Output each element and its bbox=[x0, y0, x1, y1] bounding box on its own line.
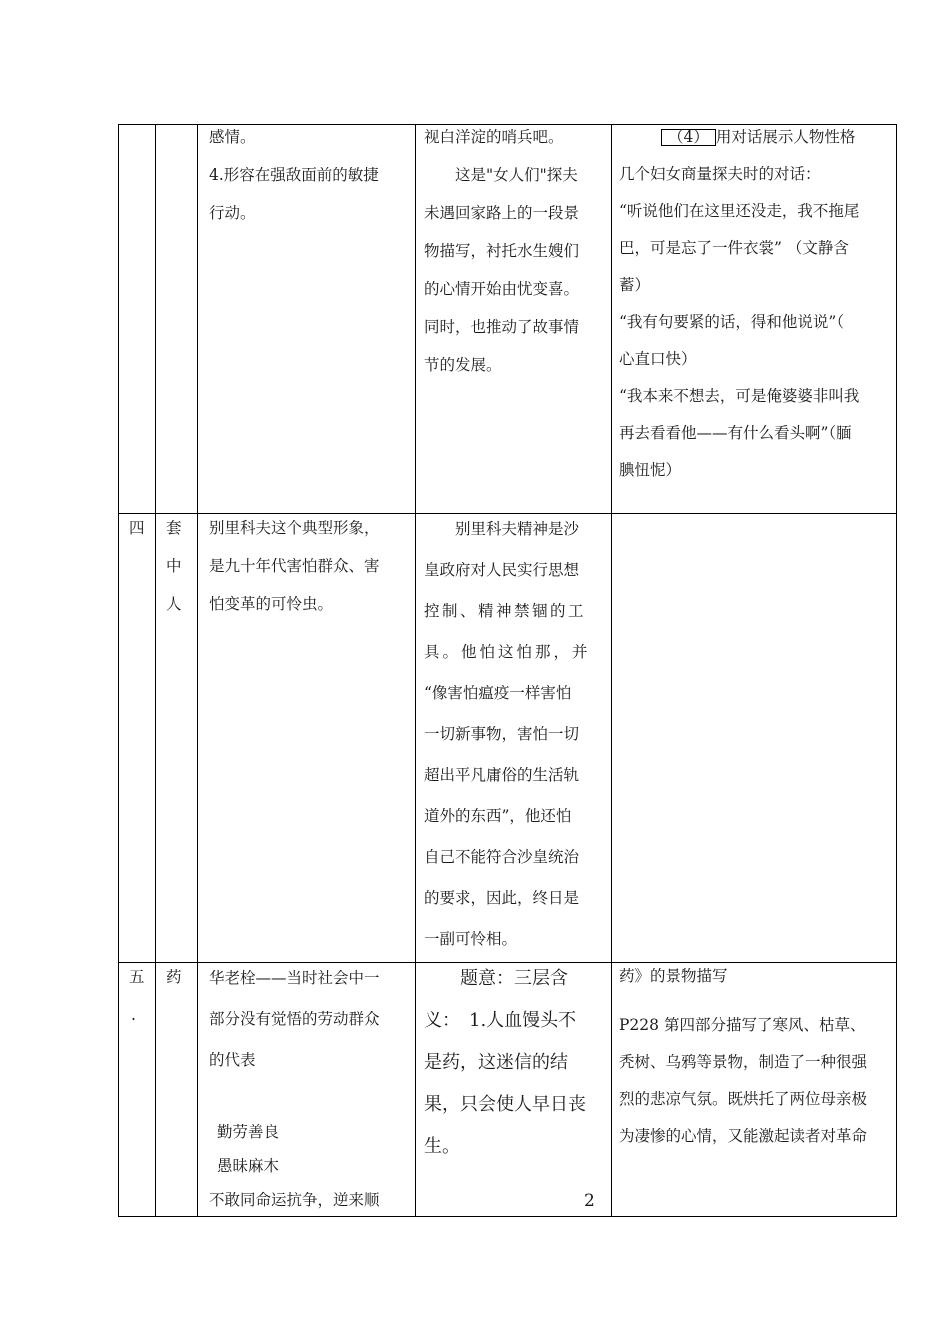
table-divider-2 bbox=[197, 124, 198, 1217]
text-line: 烈的悲凉气氛。既烘托了两位母亲极 bbox=[619, 1090, 868, 1108]
text-line: “像害怕瘟疫一样害怕 bbox=[424, 684, 572, 702]
title-char: 中 bbox=[166, 557, 182, 575]
text-line: 一副可怜相。 bbox=[424, 930, 518, 948]
text-line: 部分没有觉悟的劳动群众 bbox=[209, 1010, 380, 1028]
text-line: 视白洋淀的哨兵吧。 bbox=[424, 128, 564, 146]
table-divider-1 bbox=[155, 124, 156, 1217]
text-line: 巴，可是忘了一件衣裳” （文静含 bbox=[619, 239, 849, 257]
table-border-left bbox=[118, 124, 119, 1217]
text-line: 皇政府对人民实行思想 bbox=[424, 561, 580, 579]
text-line: 腆忸怩） bbox=[619, 461, 682, 479]
row3-title: 药 bbox=[166, 968, 182, 986]
text-line: 节的发展。 bbox=[424, 356, 502, 374]
text-line: 的要求，因此，终日是 bbox=[424, 889, 580, 907]
text-line: 同时，也推动了故事情 bbox=[424, 318, 580, 336]
text-line: 果，只会使人早日丧 bbox=[424, 1094, 586, 1115]
title-char: 人 bbox=[166, 595, 182, 613]
row1-extra bbox=[619, 119, 859, 489]
text-line: 愚昧麻木 bbox=[217, 1157, 280, 1175]
text-line: 生。 bbox=[424, 1136, 460, 1157]
text-line: 为凄惨的心情，又能激起读者对革命 bbox=[619, 1127, 868, 1145]
text-line: 药》的景物描写 bbox=[619, 967, 728, 985]
text-line: 行动。 bbox=[209, 204, 256, 222]
table-divider-3 bbox=[415, 124, 416, 1217]
row1-analysis bbox=[424, 118, 579, 384]
text-line: 蓄） bbox=[619, 276, 651, 294]
text-line: 一切新事物，害怕一切 bbox=[424, 725, 580, 743]
text-line: 别里科夫精神是沙 bbox=[424, 520, 580, 538]
text-line: 未遇回家路上的一段景 bbox=[424, 204, 580, 222]
row2-title bbox=[166, 509, 182, 623]
text-line: 怕变革的可怜虫。 bbox=[209, 595, 334, 613]
text-line: 几个妇女商量探夫时的对话： bbox=[619, 165, 821, 183]
table-border-right bbox=[896, 124, 897, 1217]
text-line: 感情。 bbox=[209, 128, 256, 146]
row3-content-sub bbox=[209, 1115, 380, 1217]
title-char: 套 bbox=[166, 519, 182, 537]
text-line: 这是"女人们"探夫 bbox=[424, 166, 578, 184]
row2-analysis bbox=[424, 509, 591, 960]
text-line: 控制、精神禁锢的工 bbox=[424, 602, 587, 620]
text-line: 秃树、乌鸦等景物，制造了一种很强 bbox=[619, 1053, 868, 1071]
text-line: P228 第四部分描写了寒风、枯草、 bbox=[619, 1016, 866, 1034]
text-line: 心直口快） bbox=[619, 350, 697, 368]
text-line: 再去看看他——有什么看头啊”（腼 bbox=[619, 424, 852, 442]
extra-heading bbox=[619, 119, 859, 156]
section-number-badge: （4） bbox=[661, 129, 716, 146]
text-line: 超出平凡庸俗的生活轨 bbox=[424, 766, 580, 784]
text-line: 题意：三层含 bbox=[424, 968, 568, 989]
row3-analysis bbox=[424, 958, 586, 1168]
text-line: 的代表 bbox=[209, 1051, 256, 1069]
text-line: 是九十年代害怕群众、害 bbox=[209, 557, 380, 575]
page-number: 2 bbox=[584, 1191, 595, 1211]
text-line: 不敢同命运抗争，逆来顺 bbox=[209, 1191, 380, 1209]
text-line: 华老栓——当时社会中一 bbox=[209, 969, 380, 987]
text-line: “我有句要紧的话，得和他说说”（ bbox=[619, 313, 845, 331]
row3-extra bbox=[619, 958, 867, 1155]
text-line: 的心情开始由忧变喜。 bbox=[424, 280, 580, 298]
text-line: 物描写，衬托水生嫂们 bbox=[424, 242, 580, 260]
row3-number bbox=[129, 958, 145, 1034]
text-line: 别里科夫这个典型形象， bbox=[209, 519, 380, 537]
row2-content bbox=[209, 509, 380, 623]
text-line: 4.形容在强敌面前的敏捷 bbox=[209, 166, 379, 184]
row2-number: 四 bbox=[129, 519, 145, 537]
text-line: “听说他们在这里还没走，我不拖尾 bbox=[619, 202, 860, 220]
row3-content bbox=[209, 958, 380, 1081]
text-line: 勤劳善良 bbox=[217, 1123, 280, 1141]
section-number: 五 bbox=[129, 968, 145, 986]
text-line: 具。他怕这怕那，并 bbox=[424, 643, 591, 661]
text-line: 自己不能符合沙皇统治 bbox=[424, 848, 580, 866]
text-line: 是药，这迷信的结 bbox=[424, 1052, 568, 1073]
table-divider-4 bbox=[611, 124, 612, 1217]
text-line: 义： 1.人血馒头不 bbox=[424, 1010, 577, 1031]
text-line bbox=[619, 995, 867, 1007]
row1-content bbox=[209, 118, 379, 232]
section-heading: 用对话展示人物性格 bbox=[715, 128, 856, 146]
text-line: “我本来不想去，可是俺婆婆非叫我 bbox=[619, 387, 860, 405]
section-number-dot: . bbox=[131, 1006, 136, 1024]
text-line: 道外的东西”，他还怕 bbox=[424, 807, 572, 825]
